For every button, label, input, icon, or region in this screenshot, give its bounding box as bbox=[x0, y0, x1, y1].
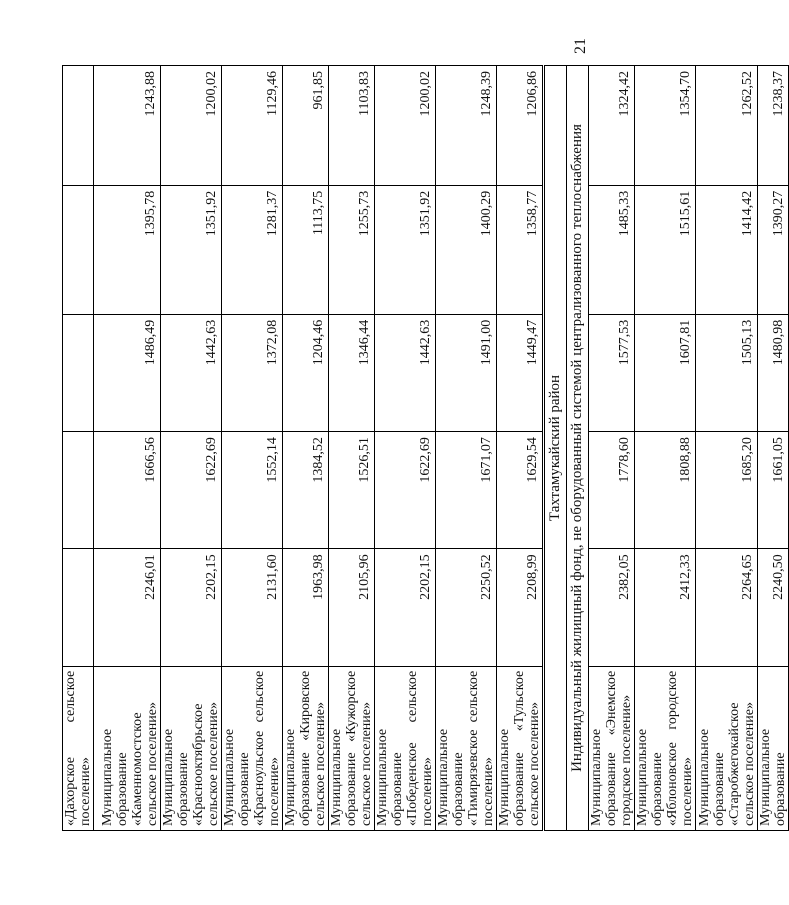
value-cell: 2264,65 bbox=[696, 549, 758, 666]
table-row bbox=[436, 66, 497, 831]
value-cell: 2412,33 bbox=[635, 549, 696, 666]
value-cell: 1129,46 bbox=[222, 66, 283, 186]
value-cell: 1238,37 bbox=[758, 66, 789, 186]
value-cell: 1552,14 bbox=[222, 432, 283, 549]
table-row bbox=[497, 66, 544, 831]
table-row bbox=[567, 66, 589, 831]
value-cell: 1390,27 bbox=[758, 185, 789, 314]
value-cell: 1622,69 bbox=[375, 432, 436, 549]
value-cell: 1384,52 bbox=[283, 432, 329, 549]
value-cell: 1505,13 bbox=[696, 314, 758, 431]
value-cell: 1661,05 bbox=[758, 432, 789, 549]
municipality-name: Муниципальное образование «Тимирязевское сельское поселение» bbox=[436, 666, 497, 830]
value-cell: 1243,88 bbox=[94, 66, 161, 186]
value-cell: 2202,15 bbox=[161, 549, 222, 666]
value-cell: 1113,75 bbox=[283, 185, 329, 314]
value-cell: 1354,70 bbox=[635, 66, 696, 186]
municipality-name: Муниципальное образование «Кужорское сельское поселение» bbox=[329, 666, 375, 830]
value-cell: 1206,86 bbox=[497, 66, 544, 186]
table-row bbox=[589, 66, 635, 831]
page-number: 21 bbox=[572, 38, 589, 54]
table-row bbox=[222, 66, 283, 831]
value-cell: 1103,83 bbox=[329, 66, 375, 186]
table-row bbox=[544, 66, 567, 831]
value-cell: 1414,42 bbox=[696, 185, 758, 314]
value-cell: 1449,47 bbox=[497, 314, 544, 431]
value-cell: 1685,20 bbox=[696, 432, 758, 549]
value-cell: 1485,33 bbox=[589, 185, 635, 314]
value-cell: 1577,53 bbox=[589, 314, 635, 431]
table-row bbox=[329, 66, 375, 831]
table-row bbox=[283, 66, 329, 831]
value-cell: 1778,60 bbox=[589, 432, 635, 549]
value-cell: 1395,78 bbox=[94, 185, 161, 314]
municipality-name: Муниципальное образование «Краснооктябрьское сельское поселение» bbox=[161, 666, 222, 830]
value-cell: 2246,01 bbox=[94, 549, 161, 666]
value-cell: 1351,92 bbox=[161, 185, 222, 314]
municipality-name: Муниципальное образование «Красноульское сельское поселение» bbox=[222, 666, 283, 830]
value-cell: 1255,73 bbox=[329, 185, 375, 314]
value-cell: 1248,39 bbox=[436, 66, 497, 186]
value-cell: 1372,08 bbox=[222, 314, 283, 431]
tariff-table bbox=[62, 65, 789, 831]
table-row bbox=[375, 66, 436, 831]
value-cell: 1526,51 bbox=[329, 432, 375, 549]
value-cell: 1666,56 bbox=[94, 432, 161, 549]
value-cell: 1200,02 bbox=[375, 66, 436, 186]
value-cell: 2105,96 bbox=[329, 549, 375, 666]
value-cell: 2208,99 bbox=[497, 549, 544, 666]
municipality-name: Муниципальное образование bbox=[758, 666, 789, 830]
table-row bbox=[63, 66, 94, 831]
table-row bbox=[635, 66, 696, 831]
value-cell: 1281,37 bbox=[222, 185, 283, 314]
value-cell: 1671,07 bbox=[436, 432, 497, 549]
value-cell: 2202,15 bbox=[375, 549, 436, 666]
value-cell: 1629,54 bbox=[497, 432, 544, 549]
value-cell: 2131,60 bbox=[222, 549, 283, 666]
municipality-name: Муниципальное образование «Тульское сельское поселение» bbox=[497, 666, 544, 830]
value-cell: 2382,05 bbox=[589, 549, 635, 666]
value-cell: 2240,50 bbox=[758, 549, 789, 666]
table-row bbox=[161, 66, 222, 831]
municipality-name: Муниципальное образование «Яблоновское городское поселение» bbox=[635, 666, 696, 830]
value-cell: 1358,77 bbox=[497, 185, 544, 314]
value-cell: 1442,63 bbox=[375, 314, 436, 431]
municipality-name: Муниципальное образование «Каменномостское сельское поселение» bbox=[94, 666, 161, 830]
value-cell: 1963,98 bbox=[283, 549, 329, 666]
value-cell: 1204,46 bbox=[283, 314, 329, 431]
value-cell: 1808,88 bbox=[635, 432, 696, 549]
value-cell: 961,85 bbox=[283, 66, 329, 186]
value-cell: 1515,61 bbox=[635, 185, 696, 314]
value-cell: 1480,98 bbox=[758, 314, 789, 431]
value-cell: 1491,00 bbox=[436, 314, 497, 431]
municipality-name: Муниципальное образование «Энемское городское поселение» bbox=[589, 666, 635, 830]
value-cell: 1622,69 bbox=[161, 432, 222, 549]
municipality-name: Муниципальное образование «Старобжегокайское сельское поселение» bbox=[696, 666, 758, 830]
fund-heading: Индивидуальный жилищный фонд, не оборудованный системой централизованного теплоснабжения bbox=[567, 66, 589, 831]
rotated-page bbox=[62, 38, 788, 831]
value-cell: 1442,63 bbox=[161, 314, 222, 431]
value-cell: 1486,49 bbox=[94, 314, 161, 431]
value-cell: 1200,02 bbox=[161, 66, 222, 186]
table-row bbox=[696, 66, 758, 831]
value-cell: 2250,52 bbox=[436, 549, 497, 666]
top-row-cell: «Дахорское сельское поселение» bbox=[63, 666, 94, 830]
value-cell: 1400,29 bbox=[436, 185, 497, 314]
value-cell: 1607,81 bbox=[635, 314, 696, 431]
value-cell: 1324,42 bbox=[589, 66, 635, 186]
district-heading: Тахтамукайский район bbox=[544, 66, 567, 831]
municipality-name: Муниципальное образование «Победенское сельское поселение» bbox=[375, 666, 436, 830]
table-row bbox=[758, 66, 789, 831]
value-cell: 1351,92 bbox=[375, 185, 436, 314]
table-row bbox=[94, 66, 161, 831]
value-cell: 1346,44 bbox=[329, 314, 375, 431]
value-cell: 1262,52 bbox=[696, 66, 758, 186]
municipality-name: Муниципальное образование «Кировское сельское поселение» bbox=[283, 666, 329, 830]
